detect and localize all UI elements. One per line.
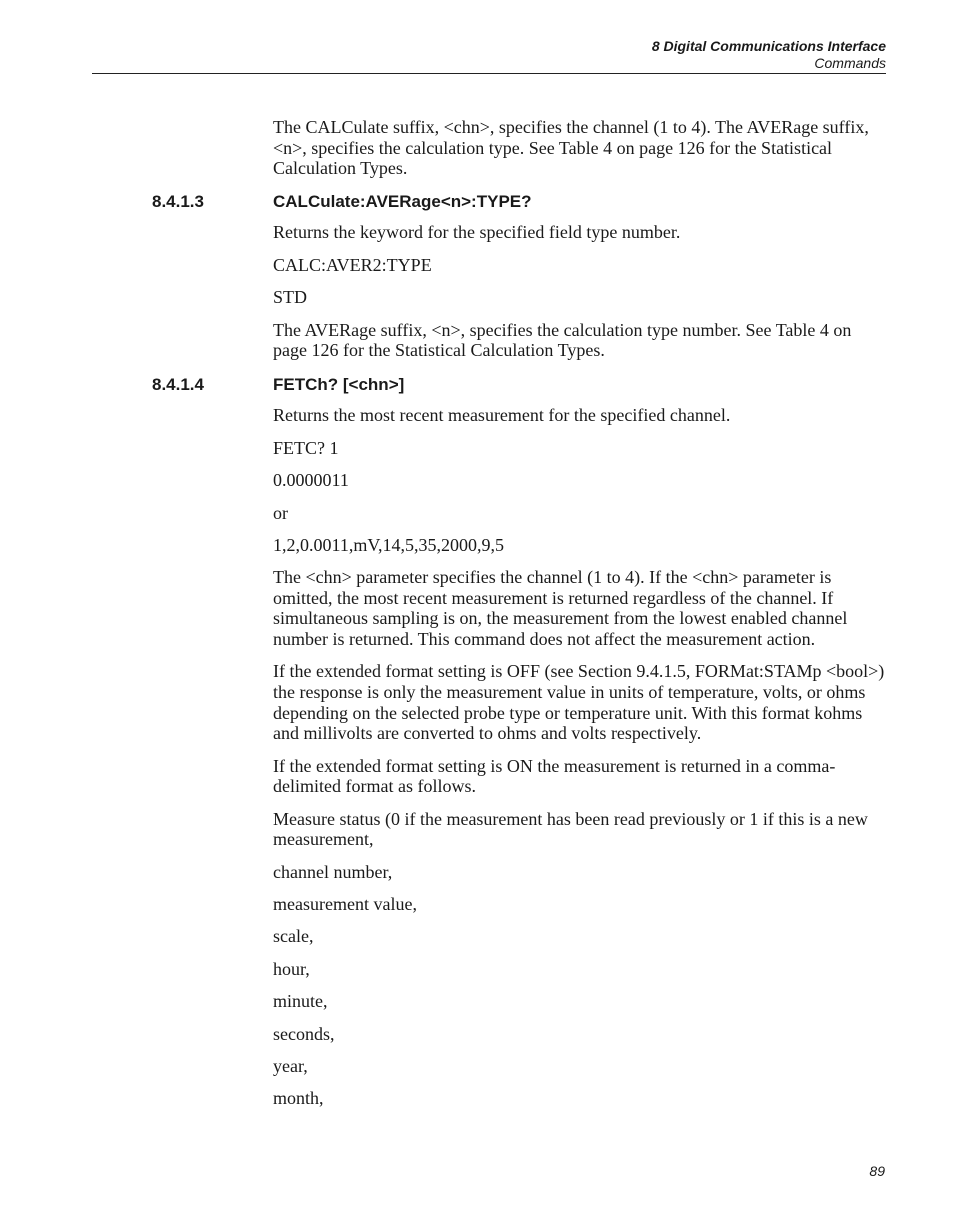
field-item: measurement value, bbox=[273, 893, 417, 914]
page-header bbox=[92, 37, 886, 74]
field-item: channel number, bbox=[273, 861, 393, 882]
heading-8414 bbox=[152, 374, 887, 396]
chapter-title: 8 Digital Communications Interface bbox=[651, 38, 886, 54]
or-text: or bbox=[273, 502, 288, 523]
section-title: Commands bbox=[814, 55, 886, 71]
heading-number: 8.4.1.3 bbox=[152, 191, 204, 211]
example-response-extended: 1,2,0.0011,mV,14,5,35,2000,9,5 bbox=[273, 534, 505, 555]
example-response: STD bbox=[273, 287, 308, 308]
format-on-paragraph: If the extended format setting is ON the measurement is returned in a comma-delimited format as follows. bbox=[273, 755, 836, 797]
field-item: Measure status (0 if the measurement has been read previously or 1 if this is a new measurement, bbox=[273, 808, 868, 850]
page-body bbox=[152, 117, 887, 1121]
heading-title: CALCulate:AVERage<n>:TYPE? bbox=[273, 191, 532, 211]
field-item: year, bbox=[273, 1055, 308, 1076]
field-item: month, bbox=[273, 1088, 324, 1109]
example-command: FETC? 1 bbox=[273, 437, 339, 458]
intro-paragraph: The CALCulate suffix, <chn>, specifies the channel (1 to 4). The AVERage suffix, <n>, specifies the calculation type. See Table 4 on page 126 for the Statistical Calculation Types. bbox=[273, 117, 869, 179]
example-command: CALC:AVER2:TYPE bbox=[273, 254, 432, 275]
heading-8413 bbox=[152, 191, 887, 213]
heading-title: FETCh? [<chn>] bbox=[273, 374, 405, 394]
note-paragraph: The AVERage suffix, <n>, specifies the calculation type number. See Table 4 on page 126 for the Statistical Calculation Types. bbox=[273, 319, 852, 361]
heading-number: 8.4.1.4 bbox=[152, 374, 204, 394]
field-item: scale, bbox=[273, 926, 314, 947]
description: Returns the most recent measurement for the specified channel. bbox=[273, 405, 731, 426]
channel-paragraph: The <chn> parameter specifies the channel (1 to 4). If the <chn> parameter is omitted, the most recent measurement is returned regardless of the channel. If simultaneous sampling is on, the measurement from the lowest enabled channel number is returned. This command does not affect the measurement action. bbox=[273, 567, 848, 650]
field-item: hour, bbox=[273, 958, 310, 979]
example-response: 0.0000011 bbox=[273, 470, 349, 491]
field-item: minute, bbox=[273, 991, 328, 1012]
field-item: seconds, bbox=[273, 1023, 335, 1044]
format-off-paragraph: If the extended format setting is OFF (see Section 9.4.1.5, FORMat:STAMp <bool>) the response is only the measurement value in units of temperature, volts, or ohms depending on the selected probe type or temperature unit. With this format kohms and millivolts are converted to ohms and volts respectively. bbox=[273, 661, 885, 744]
description: Returns the keyword for the specified field type number. bbox=[273, 222, 681, 243]
page-number: 89 bbox=[869, 1163, 885, 1179]
